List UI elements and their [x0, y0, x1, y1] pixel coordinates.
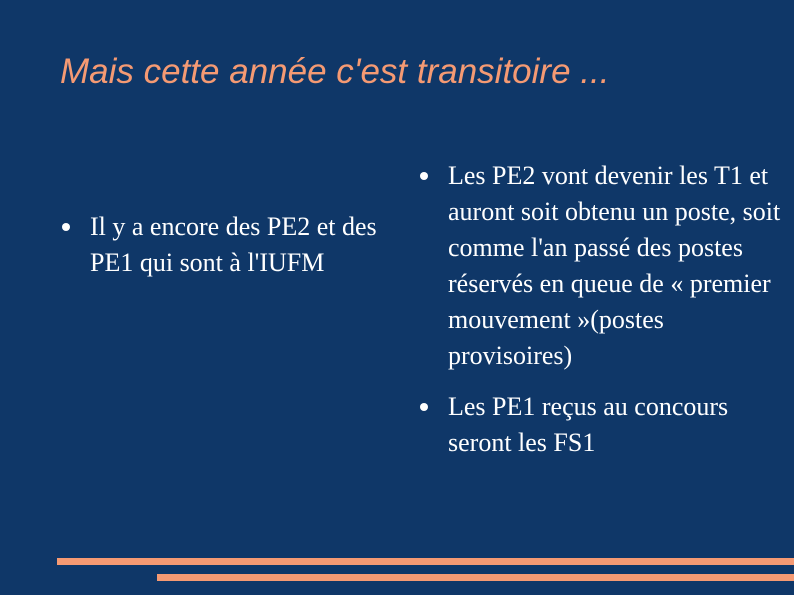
- list-item: [420, 389, 790, 461]
- bullet-text: Les PE1 reçus au concours seront les FS1: [448, 392, 729, 457]
- list-item: [62, 209, 392, 281]
- list-item: [420, 158, 790, 374]
- slide-title: Mais cette année c'est transitoire ...: [60, 52, 610, 91]
- right-bullet-list: [420, 158, 790, 461]
- left-bullet-list: [62, 209, 392, 281]
- decorative-bar-top: [57, 558, 794, 565]
- decorative-bar-bottom: [157, 574, 794, 581]
- bullet-text: Les PE2 vont devenir les T1 et auront soit obtenu un poste, soit comme l'an passé des postes réservés en queue de « premier mouvement »(postes provisoires): [448, 161, 781, 370]
- bullet-icon: [420, 403, 428, 411]
- bullet-icon: [62, 223, 70, 231]
- bullet-icon: [420, 172, 428, 180]
- bullet-text: Il y a encore des PE2 et des PE1 qui sont à l'IUFM: [90, 212, 377, 277]
